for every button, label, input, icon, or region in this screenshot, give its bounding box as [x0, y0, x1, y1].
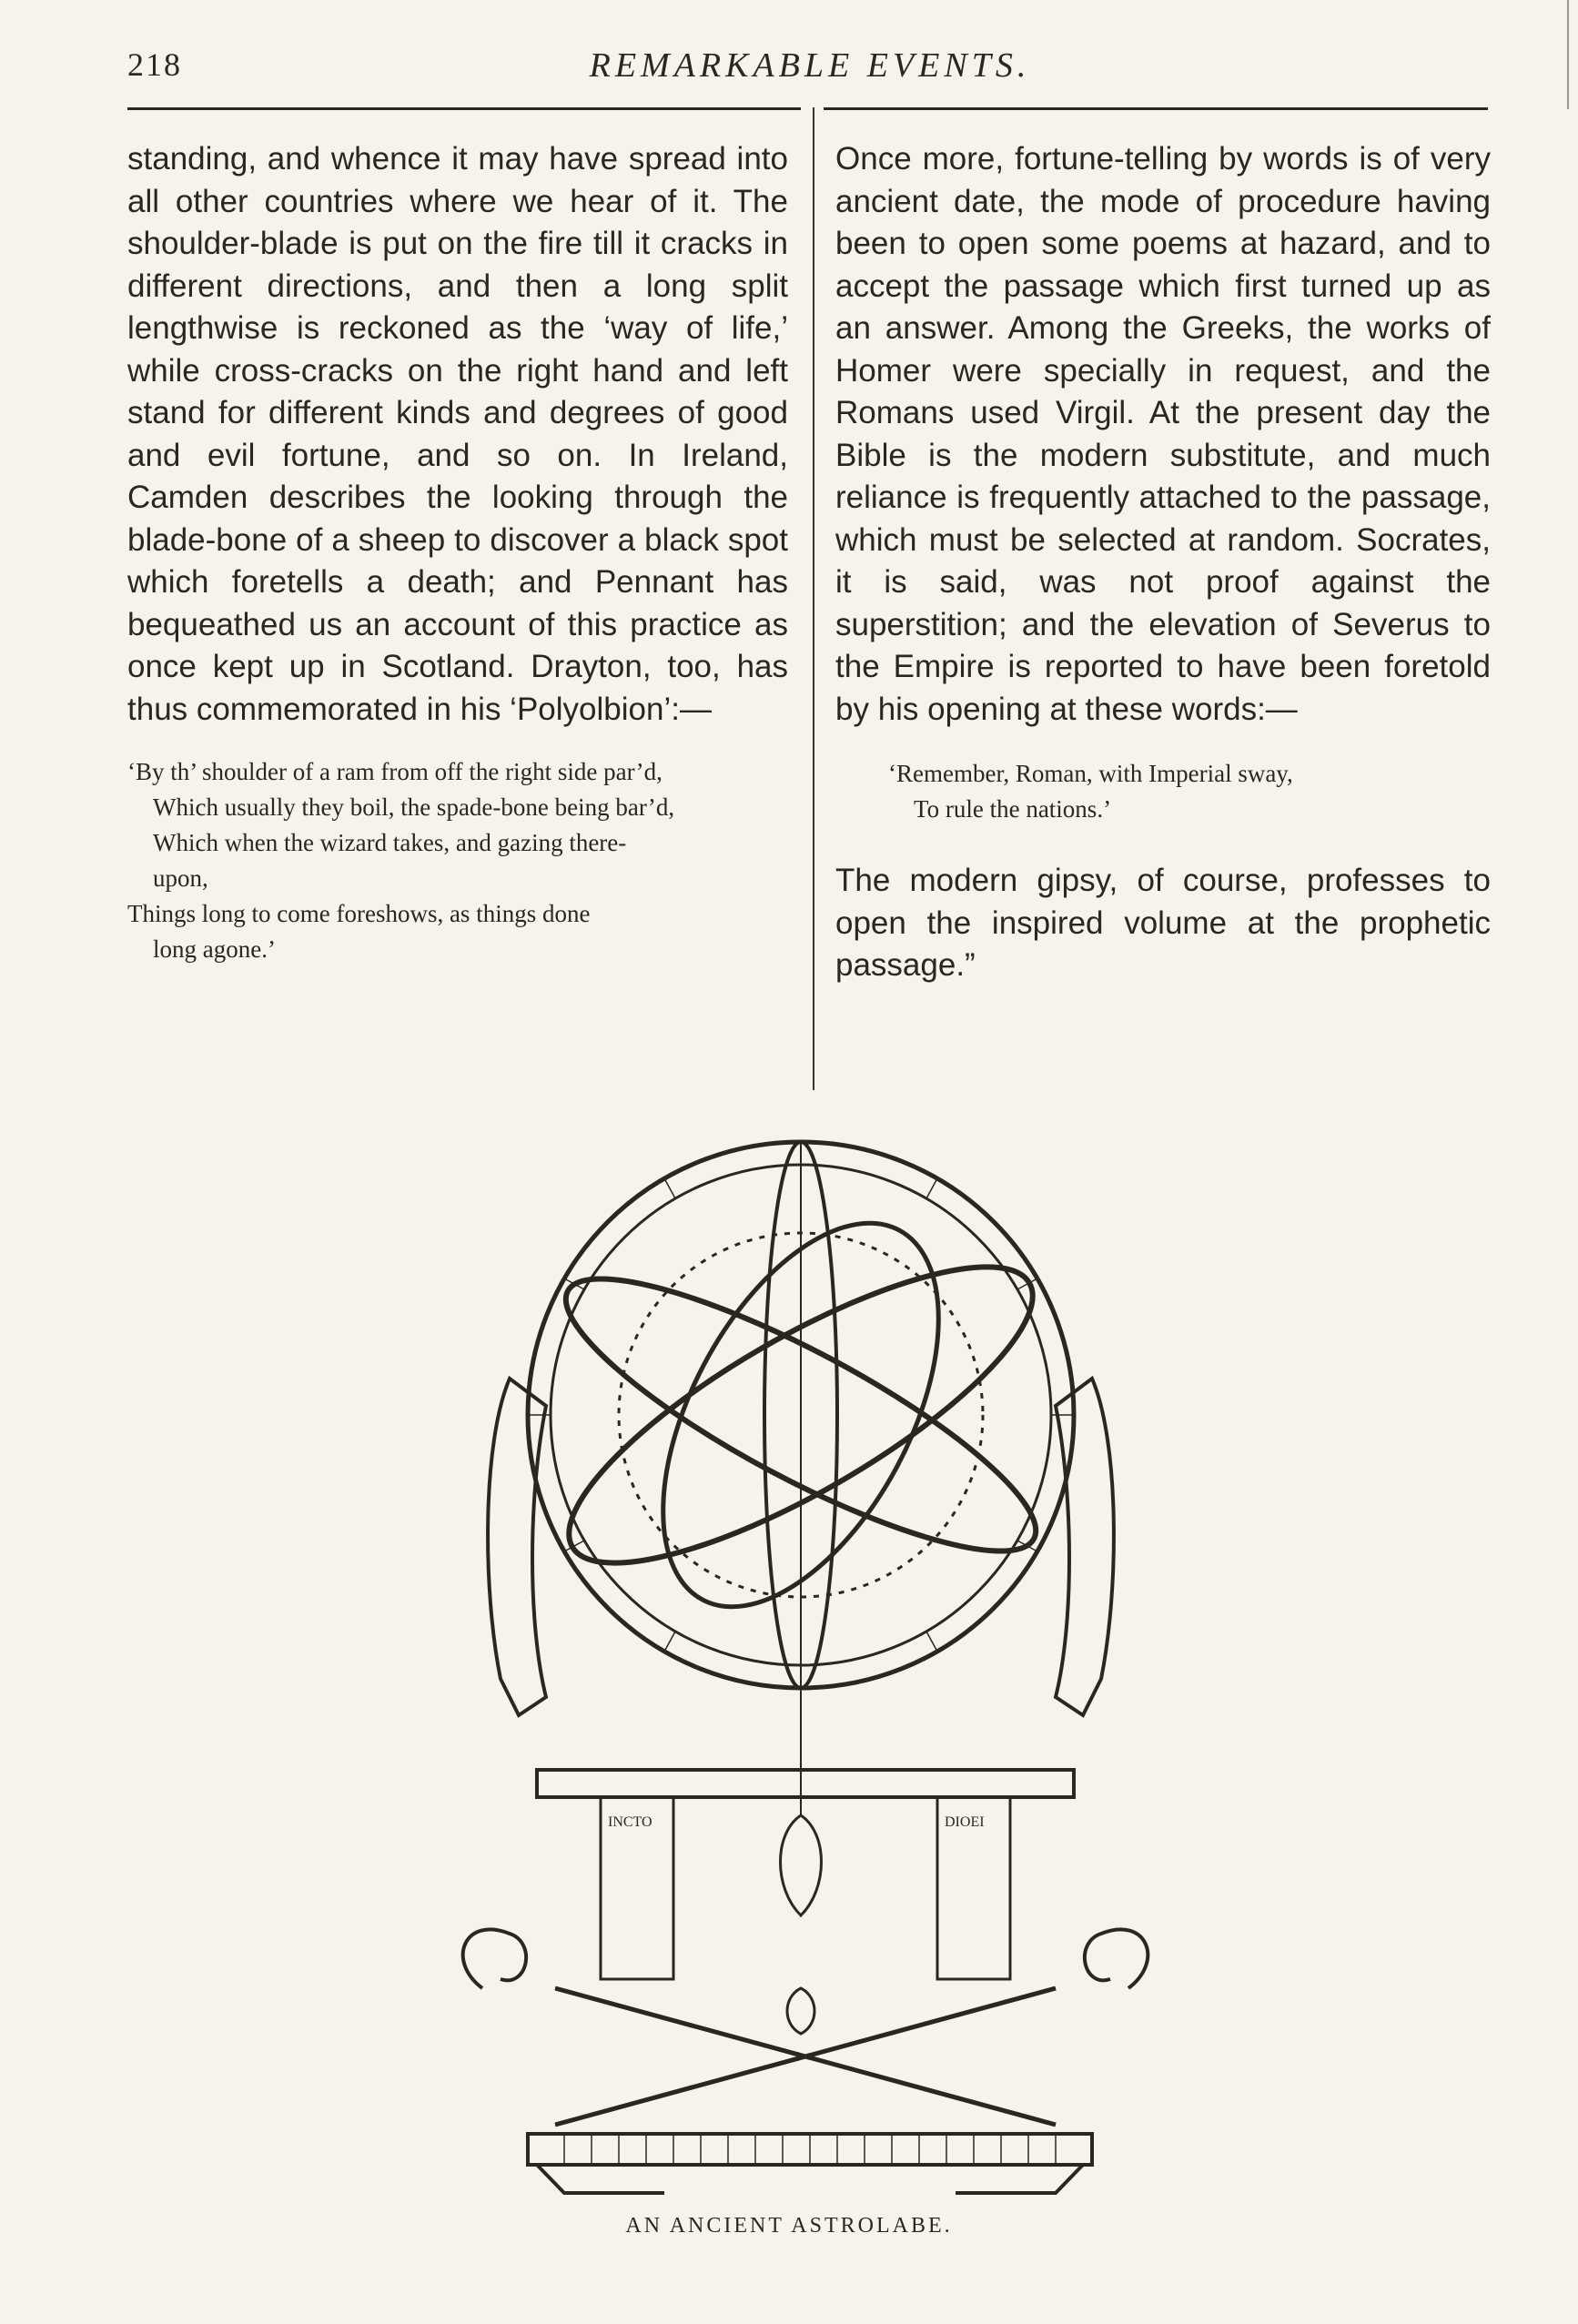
verse-line: Which usually they boil, the spade-bone being bar’d,	[153, 793, 675, 821]
foot-right	[956, 2165, 1083, 2193]
astrolabe-illustration	[446, 1115, 1192, 2207]
stand-arm-left	[488, 1379, 546, 1715]
left-column	[127, 138, 788, 967]
virgil-quote	[888, 756, 1491, 827]
verse-line: long agone.’	[153, 935, 276, 963]
scroll-right	[1085, 1929, 1148, 1988]
page-number: 218	[127, 46, 182, 83]
verse-line: Which when the wizard takes, and gazing there-	[153, 829, 627, 856]
header-rule-left	[127, 107, 801, 110]
page-edge-mark	[1567, 0, 1569, 109]
base-fluting	[564, 2136, 1056, 2163]
quote-line: ‘Remember, Roman, with Imperial sway,	[888, 760, 1293, 787]
left-paragraph: standing, and whence it may have spread into all other countries where we hear of it. The shoulder-blade is put on the fire till it cracks in different directions, and then a long split lengthwise is reckoned as the ‘way of life,’ while cross-cracks on the right hand and left stand for different kinds and degrees of good and evil fortune, and so on. In Ireland, Camden describes the looking through the blade-bone of a sheep to discover a black spot which foretells a death; and Pennant has bequeathed us an account of this practice as once kept up in Scotland. Drayton, too, has thus commemorated in his ‘Polyolbion’:—	[127, 141, 788, 727]
right-paragraph-2: The modern gipsy, of course, professes to open the inspired volume at the prophetic passage.”	[835, 863, 1491, 983]
quote-line: To rule the nations.’	[914, 795, 1112, 823]
plaque-right-label: DIOEI	[945, 1814, 985, 1830]
figure-caption: AN ANCIENT ASTROLABE.	[625, 2214, 953, 2238]
verse-line: Things long to come foreshows, as things done	[127, 900, 591, 927]
column-divider	[813, 107, 814, 1090]
verse-line: ‘By th’ shoulder of a ram from off the right side par’d,	[127, 758, 663, 785]
finial	[787, 1988, 814, 2034]
drayton-verse	[127, 754, 788, 967]
header-rule-right	[824, 107, 1488, 110]
foot-left	[537, 2165, 664, 2193]
right-column	[835, 138, 1491, 987]
scroll-left	[463, 1929, 526, 1988]
verse-line: upon,	[153, 864, 208, 892]
plaque-left-label: INCTO	[608, 1814, 652, 1830]
page-header	[127, 45, 1492, 86]
right-paragraph-1: Once more, fortune-telling by words is of very ancient date, the mode of procedure having been to open some poems at hazard, and to accept the passage which first turned up as an answer. Among the Greeks, the works of Homer were specially in request, and the Romans used Virgil. At the present day the Bible is the modern substitute, and much reliance is frequently attached to the passage, which must be selected at random. Socrates, it is said, was not proof against the superstition; and the elevation of Severus to the Empire is reported to have been foretold by his opening at these words:—	[835, 141, 1491, 727]
plumb-bob	[781, 1815, 822, 1915]
pedestal-top	[537, 1770, 1074, 1797]
running-head: REMARKABLE EVENTS.	[589, 46, 1031, 85]
stand-arm-right	[1056, 1379, 1114, 1715]
